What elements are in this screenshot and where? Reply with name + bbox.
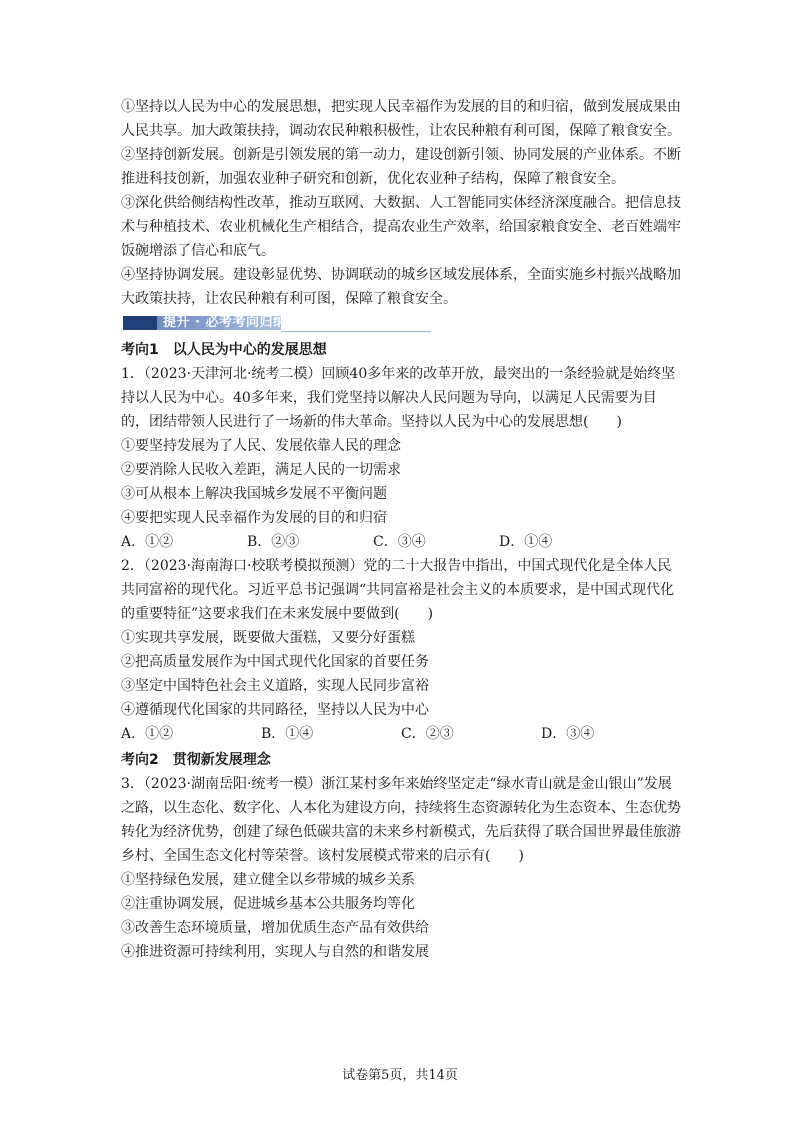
option-b[interactable]: B．②③ xyxy=(247,534,300,550)
banner-bar-dark xyxy=(123,316,159,330)
question-2-options xyxy=(121,722,681,746)
page-footer: 试卷第5页，共14页 xyxy=(342,1068,458,1083)
option-a[interactable]: A．①② xyxy=(121,534,174,550)
question-2-item: ③坚定中国特色社会主义道路，实现人民同步富裕 xyxy=(121,678,429,694)
question-3-item: ①坚持绿色发展，建立健全以乡带城的城乡关系 xyxy=(121,872,415,888)
paragraph-4: ④坚持协调发展。建设彰显优势、协调联动的城乡区域发展体系，全面实施乡村振兴战略加大政策扶持，让农民种粮有利可图，保障了粮食安全。 xyxy=(121,267,681,307)
page-content xyxy=(121,95,681,964)
banner-title: 提升 · 必考考向归纳 xyxy=(163,315,287,330)
option-d[interactable]: D．①④ xyxy=(499,534,553,550)
paragraph-1: ①坚持以人民为中心的发展思想，把实现人民幸福作为发展的目的和归宿，做到发展成果由人民共享。加大政策扶持，调动农民种粮积极性，让农民种粮有利可图，保障了粮食安全。 xyxy=(121,99,681,139)
section-tag: 考向2 xyxy=(121,752,159,768)
option-b[interactable]: B．①④ xyxy=(261,726,314,742)
question-3-stem: 3．（2023·湖南岳阳·统考一模）浙江某村多年来始终坚定走“绿水青山就是金山银山”发展之路，以生态化、数字化、人本化为建设方向，持续将生态资源转化为生态资本、生态优势转化为经济优势，创建了绿色低碳共富的未来乡村新模式，先后获得了联合国世界最佳旅游乡村、全国生态文化村等荣誉。该村发展模式带来的启示有( ) xyxy=(121,776,681,864)
question-1-item: ③可从根本上解决我国城乡发展不平衡问题 xyxy=(121,486,387,502)
question-1-stem: 1．（2023·天津河北·统考二模）回顾40多年来的改革开放，最突出的一条经验就是始终坚持以人民为中心。40多年来，我们党坚持以解决人民问题为导向，以满足人民需要为目的，团结带领人民进行了一场新的伟大革命。坚持以人民为中心的发展思想( ) xyxy=(121,366,676,430)
option-a[interactable]: A．①② xyxy=(121,726,174,742)
section-banner xyxy=(121,312,681,334)
section-heading-1 xyxy=(121,338,681,362)
paragraph-2: ②坚持创新发展。创新是引领发展的第一动力，建设创新引领、协同发展的产业体系。不断推进科技创新，加强农业种子研究和创新，优化农业种子结构，保障了粮食安全。 xyxy=(121,147,681,187)
question-1-item: ④要把实现人民幸福作为发展的目的和归宿 xyxy=(121,510,387,526)
question-3-item: ②注重协调发展，促进城乡基本公共服务均等化 xyxy=(121,896,415,912)
section-title: 贯彻新发展理念 xyxy=(172,752,271,768)
question-3-item: ③改善生态环境质量，增加优质生态产品有效供给 xyxy=(121,920,429,936)
question-2-stem: 2．（2023·海南海口·校联考模拟预测）党的二十大报告中指出，中国式现代化是全体人民共同富裕的现代化。习近平总书记强调“共同富裕是社会主义的本质要求，是中国式现代化的重要特征”这要求我们在未来发展中要做到( ) xyxy=(121,558,675,622)
question-2-item: ②把高质量发展作为中国式现代化国家的首要任务 xyxy=(121,654,429,670)
question-3-item: ④推进资源可持续利用，实现人与自然的和谐发展 xyxy=(121,944,429,960)
question-1-item: ①要坚持发展为了人民、发展依靠人民的理念 xyxy=(121,438,401,454)
section-title: 以人民为中心的发展思想 xyxy=(172,342,327,358)
question-2-item: ①实现共享发展，既要做大蛋糕，又要分好蛋糕 xyxy=(121,630,415,646)
question-2-item: ④遵循现代化国家的共同路径，坚持以人民为中心 xyxy=(121,702,429,718)
section-tag: 考向1 xyxy=(121,342,159,358)
option-d[interactable]: D．③④ xyxy=(541,726,595,742)
banner-underline xyxy=(281,331,431,332)
paragraph-3: ③深化供给侧结构性改革，推动互联网、大数据、人工智能同实体经济深度融合。把信息技术与种植技术、农业机械化生产相结合，提高农业生产效率，给国家粮食安全、老百姓端牢饭碗增添了信心和底气。 xyxy=(121,195,681,259)
option-c[interactable]: C．②③ xyxy=(401,726,454,742)
question-1-options xyxy=(121,530,681,554)
section-heading-2 xyxy=(121,748,681,772)
question-1-item: ②要消除人民收入差距，满足人民的一切需求 xyxy=(121,462,401,478)
option-c[interactable]: C．③④ xyxy=(373,534,426,550)
